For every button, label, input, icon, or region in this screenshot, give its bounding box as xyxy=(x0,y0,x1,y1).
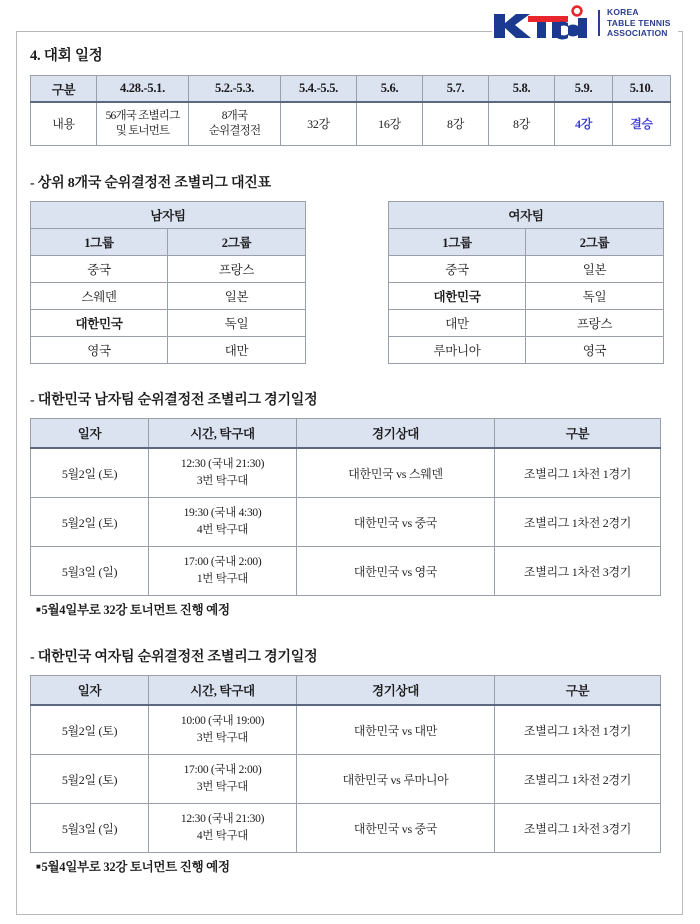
womens-sched-header-cell: 시간, 탁구대 xyxy=(149,676,297,706)
table-header-row xyxy=(31,676,661,706)
womens-match-table-number: 3번 탁구대 xyxy=(196,732,249,744)
overview-cell-semifinal: 4강 xyxy=(555,102,613,146)
womens-match-category: 조별리그 1차전 1경기 xyxy=(495,705,661,755)
group-bracket-tables xyxy=(30,201,670,364)
table-row xyxy=(389,337,664,364)
overview-header-cell: 5.4.-5.5. xyxy=(281,76,357,103)
womens-match-table-number: 4번 탁구대 xyxy=(196,830,249,842)
mens-group1-team: 스웨덴 xyxy=(31,283,168,310)
womens-match-time-line-1: 12:30 (국내 21:30) xyxy=(180,813,265,825)
womens-match-date: 5월2일 (토) xyxy=(31,705,149,755)
mens-group-bracket-table xyxy=(30,201,306,364)
logo-org-line-3: ASSOCIATION xyxy=(607,28,668,39)
mens-schedule-note-text: 5월4일부로 32강 토너먼트 진행 예정 xyxy=(41,603,230,617)
mens-match-time-line-1: 19:30 (국내 4:30) xyxy=(183,507,262,519)
logo-org-name xyxy=(607,7,671,39)
womens-match-time-line-1: 10:00 (국내 19:00) xyxy=(180,715,265,727)
square-bullet-icon: ■ xyxy=(36,605,41,614)
page-title: 4. 대회 일정 xyxy=(30,48,103,64)
table-row xyxy=(389,256,664,283)
womens-group2-team: 일본 xyxy=(526,256,664,283)
womens-group2-team: 영국 xyxy=(526,337,664,364)
group-table-spacer xyxy=(306,201,388,364)
mens-group2-team: 대만 xyxy=(168,337,306,364)
womens-match-time xyxy=(149,705,297,755)
ktta-wordmark-icon xyxy=(492,5,596,41)
ktta-logo xyxy=(492,4,678,42)
womens-group1-team: 대만 xyxy=(389,310,526,337)
document-content xyxy=(30,44,670,875)
mens-match-time-line-1: 12:30 (국내 21:30) xyxy=(180,458,265,470)
womens-sched-header-cell: 경기상대 xyxy=(297,676,495,706)
mens-match-opponent: 대한민국 vs 스웨덴 xyxy=(297,448,495,498)
mens-match-opponent: 대한민국 vs 영국 xyxy=(297,547,495,596)
overview-header-cell: 구분 xyxy=(31,76,97,103)
overview-cell: 32강 xyxy=(281,102,357,146)
womens-group1-team: 루마니아 xyxy=(389,337,526,364)
table-row xyxy=(31,547,661,596)
section-gap xyxy=(30,618,670,646)
table-header-row xyxy=(31,202,306,229)
overview-cell-final: 결승 xyxy=(613,102,671,146)
table-header-row xyxy=(31,419,661,449)
bracket-section-heading: - 상위 8개국 순위결정전 조별리그 대진표 xyxy=(30,176,271,191)
overview-row-label: 내용 xyxy=(31,102,97,146)
womens-group-header: 2그룹 xyxy=(526,229,664,256)
square-bullet-icon: ■ xyxy=(36,862,41,871)
mens-sched-header-cell: 구분 xyxy=(495,419,661,449)
table-row xyxy=(31,498,661,547)
mens-group1-team-korea: 대한민국 xyxy=(31,310,168,337)
mens-group1-team: 중국 xyxy=(31,256,168,283)
mens-match-time xyxy=(149,547,297,596)
mens-sched-header-cell: 일자 xyxy=(31,419,149,449)
mens-match-time-line-1: 17:00 (국내 2:00) xyxy=(183,556,262,568)
mens-group2-team: 일본 xyxy=(168,283,306,310)
womens-match-time xyxy=(149,755,297,804)
overview-header-cell: 5.6. xyxy=(357,76,423,103)
mens-match-schedule-table xyxy=(30,418,661,596)
womens-group1-team-korea: 대한민국 xyxy=(389,283,526,310)
overview-cell: 8강 xyxy=(423,102,489,146)
overview-cell xyxy=(97,102,189,146)
womens-schedule-heading: - 대한민국 여자팀 순위결정전 조별리그 경기일정 xyxy=(30,650,318,665)
mens-match-category: 조별리그 1차전 2경기 xyxy=(495,498,661,547)
mens-group2-team: 독일 xyxy=(168,310,306,337)
table-row xyxy=(31,337,306,364)
womens-match-opponent: 대한민국 vs 중국 xyxy=(297,804,495,853)
womens-match-opponent: 대한민국 vs 루마니아 xyxy=(297,755,495,804)
womens-group-bracket-table xyxy=(388,201,664,364)
mens-match-category: 조별리그 1차전 3경기 xyxy=(495,547,661,596)
table-row xyxy=(31,448,661,498)
mens-match-table-number: 3번 탁구대 xyxy=(196,475,249,487)
mens-match-table-number: 1번 탁구대 xyxy=(196,573,249,585)
table-row xyxy=(389,310,664,337)
womens-schedule-note xyxy=(36,857,670,875)
womens-schedule-note-text: 5월4일부로 32강 토너먼트 진행 예정 xyxy=(41,860,230,874)
table-row xyxy=(389,283,664,310)
mens-match-table-number: 4번 탁구대 xyxy=(196,524,249,536)
overview-header-cell: 5.7. xyxy=(423,76,489,103)
womens-match-category: 조별리그 1차전 2경기 xyxy=(495,755,661,804)
womens-match-time-line-1: 17:00 (국내 2:00) xyxy=(183,764,262,776)
table-row xyxy=(31,256,306,283)
logo-divider xyxy=(598,10,600,36)
womens-sched-header-cell: 구분 xyxy=(495,676,661,706)
table-row xyxy=(31,804,661,853)
womens-match-date: 5월2일 (토) xyxy=(31,755,149,804)
table-header-row xyxy=(31,229,306,256)
womens-group-header: 1그룹 xyxy=(389,229,526,256)
mens-group-header: 2그룹 xyxy=(168,229,306,256)
table-header-row xyxy=(389,229,664,256)
table-row xyxy=(31,310,306,337)
womens-group2-team: 프랑스 xyxy=(526,310,664,337)
mens-match-date: 5월3일 (일) xyxy=(31,547,149,596)
overview-header-cell: 5.8. xyxy=(489,76,555,103)
mens-match-date: 5월2일 (토) xyxy=(31,498,149,547)
womens-group2-team: 독일 xyxy=(526,283,664,310)
mens-group-header: 1그룹 xyxy=(31,229,168,256)
womens-team-title: 여자팀 xyxy=(389,202,664,229)
table-header-row xyxy=(31,76,671,103)
mens-group2-team: 프랑스 xyxy=(168,256,306,283)
womens-match-table-number: 3번 탁구대 xyxy=(196,781,249,793)
mens-group1-team: 영국 xyxy=(31,337,168,364)
womens-match-category: 조별리그 1차전 3경기 xyxy=(495,804,661,853)
mens-schedule-note xyxy=(36,600,670,618)
overview-cell: 8강 xyxy=(489,102,555,146)
womens-match-date: 5월3일 (일) xyxy=(31,804,149,853)
overview-cell xyxy=(189,102,281,146)
overview-header-cell: 5.9. xyxy=(555,76,613,103)
womens-match-schedule-table xyxy=(30,675,661,853)
overview-cell: 16강 xyxy=(357,102,423,146)
womens-group1-team: 중국 xyxy=(389,256,526,283)
mens-sched-header-cell: 경기상대 xyxy=(297,419,495,449)
logo-org-line-2: TABLE TENNIS xyxy=(607,17,671,28)
overview-header-cell: 4.28.-5.1. xyxy=(97,76,189,103)
competition-schedule-overview-table xyxy=(30,75,671,146)
overview-cell-line-2: 및 토너먼트 xyxy=(115,125,170,137)
overview-cell-line-2: 순위결정전 xyxy=(208,125,261,137)
mens-team-title: 남자팀 xyxy=(31,202,306,229)
mens-match-date: 5월2일 (토) xyxy=(31,448,149,498)
womens-match-opponent: 대한민국 vs 대만 xyxy=(297,705,495,755)
table-row xyxy=(31,283,306,310)
mens-schedule-heading: - 대한민국 남자팀 순위결정전 조별리그 경기일정 xyxy=(30,393,318,408)
table-header-row xyxy=(389,202,664,229)
mens-match-category: 조별리그 1차전 1경기 xyxy=(495,448,661,498)
womens-match-time xyxy=(149,804,297,853)
mens-match-opponent: 대한민국 vs 중국 xyxy=(297,498,495,547)
overview-header-cell: 5.10. xyxy=(613,76,671,103)
mens-match-time xyxy=(149,498,297,547)
mens-match-time xyxy=(149,448,297,498)
overview-header-cell: 5.2.-5.3. xyxy=(189,76,281,103)
logo-org-line-1: KOREA xyxy=(607,7,639,18)
overview-cell-line-1: 56개국 조별리그 xyxy=(105,110,180,122)
table-row xyxy=(31,102,671,146)
table-row xyxy=(31,705,661,755)
table-row xyxy=(31,755,661,804)
mens-sched-header-cell: 시간, 탁구대 xyxy=(149,419,297,449)
overview-cell-line-1: 8개국 xyxy=(221,110,248,122)
womens-sched-header-cell: 일자 xyxy=(31,676,149,706)
